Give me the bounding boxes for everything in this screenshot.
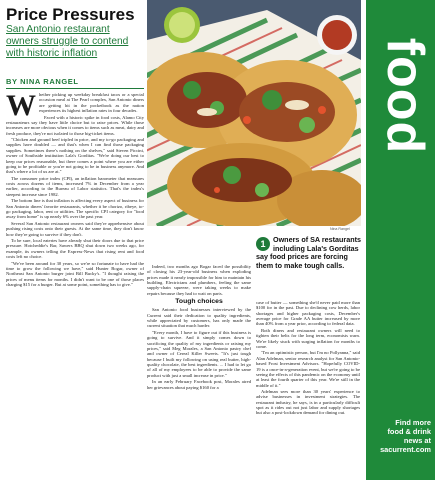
body-paragraph: The bottom line is that inflation is affecting every aspect of business for San Antonio diners' favorite restaurants, whether it be chorizo, ribeye, to-go packaging, labor, rent or utilities. The specific CPI category for "food away from home" is up nearly 6% over the past year. bbox=[6, 198, 144, 220]
section-word: food bbox=[376, 37, 434, 154]
photo-credit: Nina Rangel bbox=[330, 227, 350, 231]
article-column-2 bbox=[147, 264, 251, 480]
section-title: Price Pressures bbox=[6, 5, 135, 24]
body-paragraph: Several San Antonio restaurant owners said they're apprehensive about pushing rising costs onto their guests. At the same time, they don't know how they're going to survive if they don't. bbox=[6, 220, 144, 237]
byline-divider bbox=[6, 88, 144, 89]
tacos-illustration bbox=[147, 0, 361, 226]
caption-number-badge: 1 bbox=[256, 237, 270, 251]
body-paragraph: In an early February Facebook post, Morales aired her grievances about paying $160 for a bbox=[147, 379, 251, 390]
body-paragraph: San Antonio food businesses interviewed by the Current said their dedication to quality ingredients, while appreciated by customers, has only made the current situation that much harder. bbox=[147, 307, 251, 329]
body-paragraph: Adelman sees more than 30 years' experience to advise businesses in investment strategies. The restaurant industry, he says, is in a particularly difficult spot as it rides out not just labor and supply shortages but also a post-lockdown demand for dining out. bbox=[256, 389, 360, 416]
photo-caption-callout bbox=[256, 236, 364, 270]
promo-link[interactable]: sacurrent.com bbox=[380, 445, 431, 454]
salsa-cup bbox=[317, 15, 357, 55]
body-paragraph: "Chicken and ground beef tripled in price, and my to-go packaging and supplies have doubled — and that's when I can find those packaging supplies. Sometimes there's nothing on the shelves," said Steven Piccini, owner of Southside institution Lala's Gorditas. "We're doing our best to keep our prices reasonable, but there comes a point where you are either going to be profitable or you're not going to be in business anymore. And that's where a lot of us are at." bbox=[6, 137, 144, 175]
promo-line-2: food & drink bbox=[387, 427, 431, 436]
body-paragraph: "I'm an optimistic person, but I'm no Pollyanna," said Alan Adelman, senior research analyst for San Antonio-based Frost Investment Advisors. "Hopefully COVID-19 is a once-in-a-generation event, but we're going to be seeing the effects of this pandemic on the economy until at least the fourth quarter of this year. We're still in the middle of it." bbox=[256, 350, 360, 388]
promo-line-3: news at bbox=[403, 436, 431, 445]
body-paragraph: To be sure, local eateries have already shut their doors due to that price pressure. Hotcheddie's Bar, Sawers BBQ shut down two weeks ago, for example, its owners telling the Express-News that rising rent and food costs left no choice. bbox=[6, 238, 144, 260]
deck-line-1: San Antonio restaurant bbox=[6, 24, 110, 35]
lead-paragraph: Whether picking up weekday breakfast tacos or a special occasion meal at The Pearl complex, San Antonio diners are getting hit in the pocketbook as the nation experiences its highest inflation rates in four decades. bbox=[6, 92, 144, 122]
body-paragraph: case of butter — something she'd never paid more than $100 for in the past. Due to declining cow herds, labor shortages and higher packaging costs, December's average price for Grade AA butter increased by more than 40% from a year prior, according to federal data. bbox=[256, 300, 360, 327]
promo-text bbox=[370, 418, 431, 454]
drop-cap: W bbox=[6, 92, 36, 122]
promo-line-1: Find more bbox=[395, 418, 431, 427]
deck-line-3: with historic inflation bbox=[6, 48, 98, 59]
body-paragraph: Indeed, two months ago Bogar faced the possibility of closing his 23-year-old business when exploding prices made it nearly impossible for him to maintain his building. Electricians and plumbers, feeling the same supply-chain squeeze, were taking weeks to make repairs because they had to wait on parts. bbox=[147, 264, 251, 296]
subhead-tough-choices: Tough choices bbox=[175, 298, 223, 306]
body-paragraph: Faced with a historic spike in food costs, Alamo City restaurateurs say they have little choice but to raise prices. While those increases are more obvious when it comes to items such as meat, dairy and fresh produce, they're not isolated to those big-ticket items. bbox=[6, 114, 144, 136]
body-paragraph: "We've been around for 30 years, so we're so fortunate to have had the time to grow the following we have," said Hunter Bogar, owner of Northeast San Antonio burger joint Bill Bucky's. "I thought raising the prices of menu items for months. I didn't want to be one of those places charging $15 for a burger. But at some point, something has to give." bbox=[6, 260, 144, 287]
lime-wedge bbox=[164, 7, 200, 43]
section-label-vertical bbox=[376, 8, 434, 183]
body-paragraph: The consumer price index (CPI), an inflation barometer that measures costs across dozens of items, increased 7% in December from a year earlier, according to the Bureau of Labor statistics. That's the index's steepest increase since 1982. bbox=[6, 175, 144, 197]
caption-text: Owners of SA restaurants including Lala's Gorditas say food prices are forcing them to make tough calls. bbox=[256, 235, 362, 270]
body-paragraph: "Every month, I have to figure out if this business is going to survive. And it simply comes down to sacrificing the quality of my ingredients or raising my prices," said Meg Morales, a San Antonio pastry chef and owner of Cereal Killer Sweets. "It's just tough because I built my following on using real butter, high-quality chocolate, the best ingredients. ... I had to let go of all of my employees to be able to provide the same product with just a small increase in price." bbox=[147, 329, 251, 378]
article-deck bbox=[6, 24, 144, 60]
article-column-1 bbox=[6, 92, 144, 480]
byline: BY NINA RANGEL bbox=[6, 77, 79, 86]
body-paragraph: Both diners and restaurant owners will need to tighten their belts for the long term, economists warn. We're likely stuck with surging inflation for months to come. bbox=[256, 327, 360, 349]
food-photo bbox=[147, 0, 361, 226]
article-column-3 bbox=[256, 300, 360, 480]
deck-line-2: owners struggle to contend bbox=[6, 36, 129, 47]
